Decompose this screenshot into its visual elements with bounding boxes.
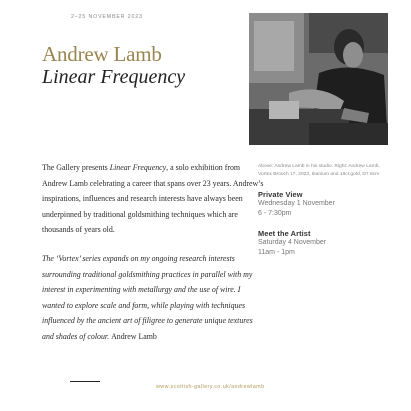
private-view-heading: Private View bbox=[258, 190, 303, 200]
exhibition-dates: 2–25 NOVEMBER 2023 bbox=[71, 14, 143, 20]
intro-title: Linear Frequency bbox=[109, 163, 167, 172]
meet-artist-heading: Meet the Artist bbox=[258, 229, 311, 239]
photo-caption: Above: Andrew Lamb in his studio. Right: Andrew Lamb, Vortex Brooch 17, 2023, titanium and 18ct gold, D7.8cm bbox=[258, 164, 380, 177]
footer-divider bbox=[70, 381, 100, 382]
intro-paragraph: The Gallery presents Linear Frequency, a solo exhibition from Andrew Lamb celebrating a career that spans over 23 years. Andrew’s inspirations, influences and research interests have always been underpinned by traditional goldsmithing techniques which are thousands of years old. bbox=[42, 163, 264, 235]
artist-studio-photo bbox=[249, 13, 388, 145]
exhibition-title: Linear Frequency bbox=[42, 66, 186, 88]
gallery-url[interactable]: www.scottish-gallery.co.uk/andrewlamb bbox=[156, 384, 265, 390]
quote-attribution: Andrew Lamb bbox=[111, 331, 157, 341]
sidebar bbox=[258, 163, 388, 268]
meet-artist-block bbox=[258, 229, 388, 258]
artist-quote: The ‘Vortex’ series expands on my ongoing research interests surrounding traditional goldsmithing practices in parallel with my interest in experimenting with metallurgy and the use of wire. I wanted to explore scale and form, while playing with techniques influenced by the ancient art of filigree to generate unique textures and shades of colour. Andrew Lamb bbox=[42, 253, 253, 341]
main-text bbox=[42, 160, 264, 358]
private-view-block bbox=[258, 190, 388, 219]
private-view-time: 6 - 7:30pm bbox=[258, 210, 292, 218]
meet-artist-time: 11am - 1pm bbox=[258, 249, 295, 257]
meet-artist-date: Saturday 4 November bbox=[258, 239, 327, 247]
artist-name: Andrew Lamb bbox=[42, 42, 162, 66]
private-view-date: Wednesday 1 November bbox=[258, 200, 335, 208]
